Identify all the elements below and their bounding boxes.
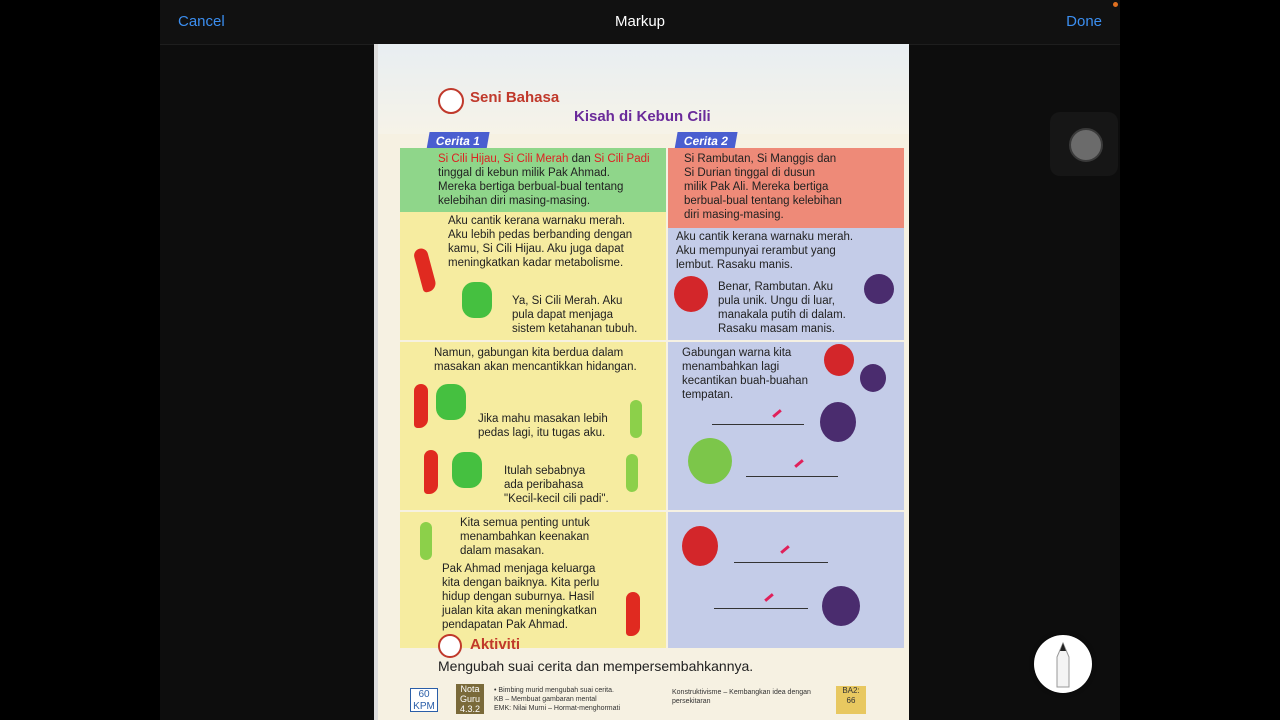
durian-character — [688, 438, 732, 484]
nota-guru-badge: Nota Guru 4.3.2 — [456, 684, 484, 714]
pencil-tool-button[interactable] — [1034, 635, 1092, 693]
cili-hijau-character — [462, 282, 492, 318]
manggis-character — [822, 586, 860, 626]
pen-icon — [780, 545, 790, 554]
panel-cerita2-row1 — [668, 228, 904, 340]
pak-ahmad-speech: Pak Ahmad menjaga keluarga kita dengan baiknya. Kita perlu hidup dengan suburnya. Hasil jualan kita akan meningkatkan pendapatan Pak Ahmad. — [442, 563, 600, 631]
aktiviti-text: Mengubah suai cerita dan mempersembahkannya. — [438, 658, 754, 674]
rambutan-character — [682, 526, 718, 566]
peribahasa-speech: Itulah sebabnya ada peribahasa "Kecil-kecil cili padi". — [504, 465, 609, 505]
done-button[interactable]: Done — [1066, 13, 1102, 30]
manggis-character — [820, 402, 856, 442]
page-number: 60 KPM — [410, 688, 438, 712]
intro2-text: Si Rambutan, Si Manggis dan Si Durian tinggal di dusun milik Pak Ali. Mereka bertiga berbual-bual tentang kelebihan diri masing-masing. — [684, 153, 842, 221]
pencil-icon — [1034, 635, 1092, 693]
cili-hijau-character — [452, 452, 482, 488]
markup-toolbar — [160, 0, 1120, 45]
manggis-character — [860, 364, 886, 392]
blank-line — [734, 562, 828, 563]
rambutan-character — [824, 344, 854, 376]
intro-cerita-2 — [668, 148, 904, 228]
ba-badge: BA2: 66 — [836, 686, 866, 714]
blank-line — [746, 476, 838, 477]
cili-padi-character — [420, 522, 432, 560]
cili-merah-speech: Aku cantik kerana warnaku merah. Aku lebih pedas berbanding dengan kamu, Si Cili Hijau. Aku juga dapat meningkatkan kadar metabolisme. — [448, 215, 633, 269]
cili-merah-character — [626, 592, 640, 636]
aktiviti-icon — [438, 634, 462, 658]
aktiviti-title: Aktiviti — [470, 636, 521, 653]
intro-cerita-1 — [400, 148, 666, 212]
rambutan-speech: Aku cantik kerana warnaku merah. Aku mempunyai rerambut yang lembut. Rasaku manis. — [676, 231, 854, 271]
blank-line — [712, 424, 804, 425]
markup-app — [160, 0, 1120, 720]
document-page[interactable] — [374, 44, 909, 720]
blank-line — [714, 608, 808, 609]
penting-speech: Kita semua penting untuk menambahkan keenakan dalam masakan. — [460, 517, 590, 557]
cili-hijau-character — [436, 384, 466, 420]
cili-padi-character — [626, 454, 638, 492]
intro1-text: tinggal di kebun milik Pak Ahmad. Mereka bertiga berbual-bual tentang kelebihan diri masing-masing. — [438, 167, 624, 207]
pen-icon — [772, 409, 782, 418]
pen-icon — [794, 459, 804, 468]
panel-cerita1-row2 — [400, 342, 666, 510]
seni-bahasa-icon — [438, 88, 464, 114]
gabungan-buah-speech: Gabungan warna kita menambahkan lagi kecantikan buah-buahan tempatan. — [682, 347, 808, 401]
intro1-line1: Si Cili Hijau, Si Cili Merah dan Si Cili Padi — [438, 153, 650, 165]
tag-cerita-2: Cerita 2 — [674, 132, 737, 150]
panel-cerita2-row2 — [668, 342, 904, 510]
section-title: Seni Bahasa — [470, 89, 560, 106]
footer-notes: • Bimbing murid mengubah suai cerita. KB – Membuat gambaran mental EMK: Nilai Murni – Hormat-menghormati — [494, 687, 621, 712]
manggis-speech: Benar, Rambutan. Aku pula unik. Ungu di luar, manakala putih di dalam. Rasaku masam manis. — [718, 281, 846, 335]
panel-cerita1-row3 — [400, 512, 666, 648]
panel-cerita1-row1 — [400, 212, 666, 340]
cili-merah-character — [413, 247, 438, 293]
story-title: Kisah di Kebun Cili — [574, 108, 711, 125]
footer-konstruktivisme: Konstruktivisme – Kembangkan idea dengan persekitaran — [672, 689, 811, 705]
recording-indicator-icon — [1113, 2, 1118, 7]
cili-padi-speech: Jika mahu masakan lebih pedas lagi, itu tugas aku. — [478, 413, 608, 439]
toolbar-title: Markup — [614, 13, 666, 30]
cili-merah-character — [424, 450, 438, 494]
page-footer — [400, 680, 890, 720]
assistive-touch-icon — [1069, 128, 1103, 162]
tag-cerita-1: Cerita 1 — [426, 132, 489, 150]
pen-icon — [764, 593, 774, 602]
panel-cerita2-row3 — [668, 512, 904, 648]
cili-padi-character — [630, 400, 642, 438]
manggis-character — [864, 274, 894, 304]
rambutan-character — [674, 276, 708, 312]
assistive-touch-button[interactable] — [1050, 112, 1118, 176]
cili-hijau-speech: Ya, Si Cili Merah. Aku pula dapat menjaga sistem ketahanan tubuh. — [512, 295, 638, 335]
gabungan-speech: Namun, gabungan kita berdua dalam masakan akan mencantikkan hidangan. — [434, 347, 637, 373]
cancel-button[interactable]: Cancel — [178, 13, 225, 30]
cili-merah-character — [414, 384, 428, 428]
